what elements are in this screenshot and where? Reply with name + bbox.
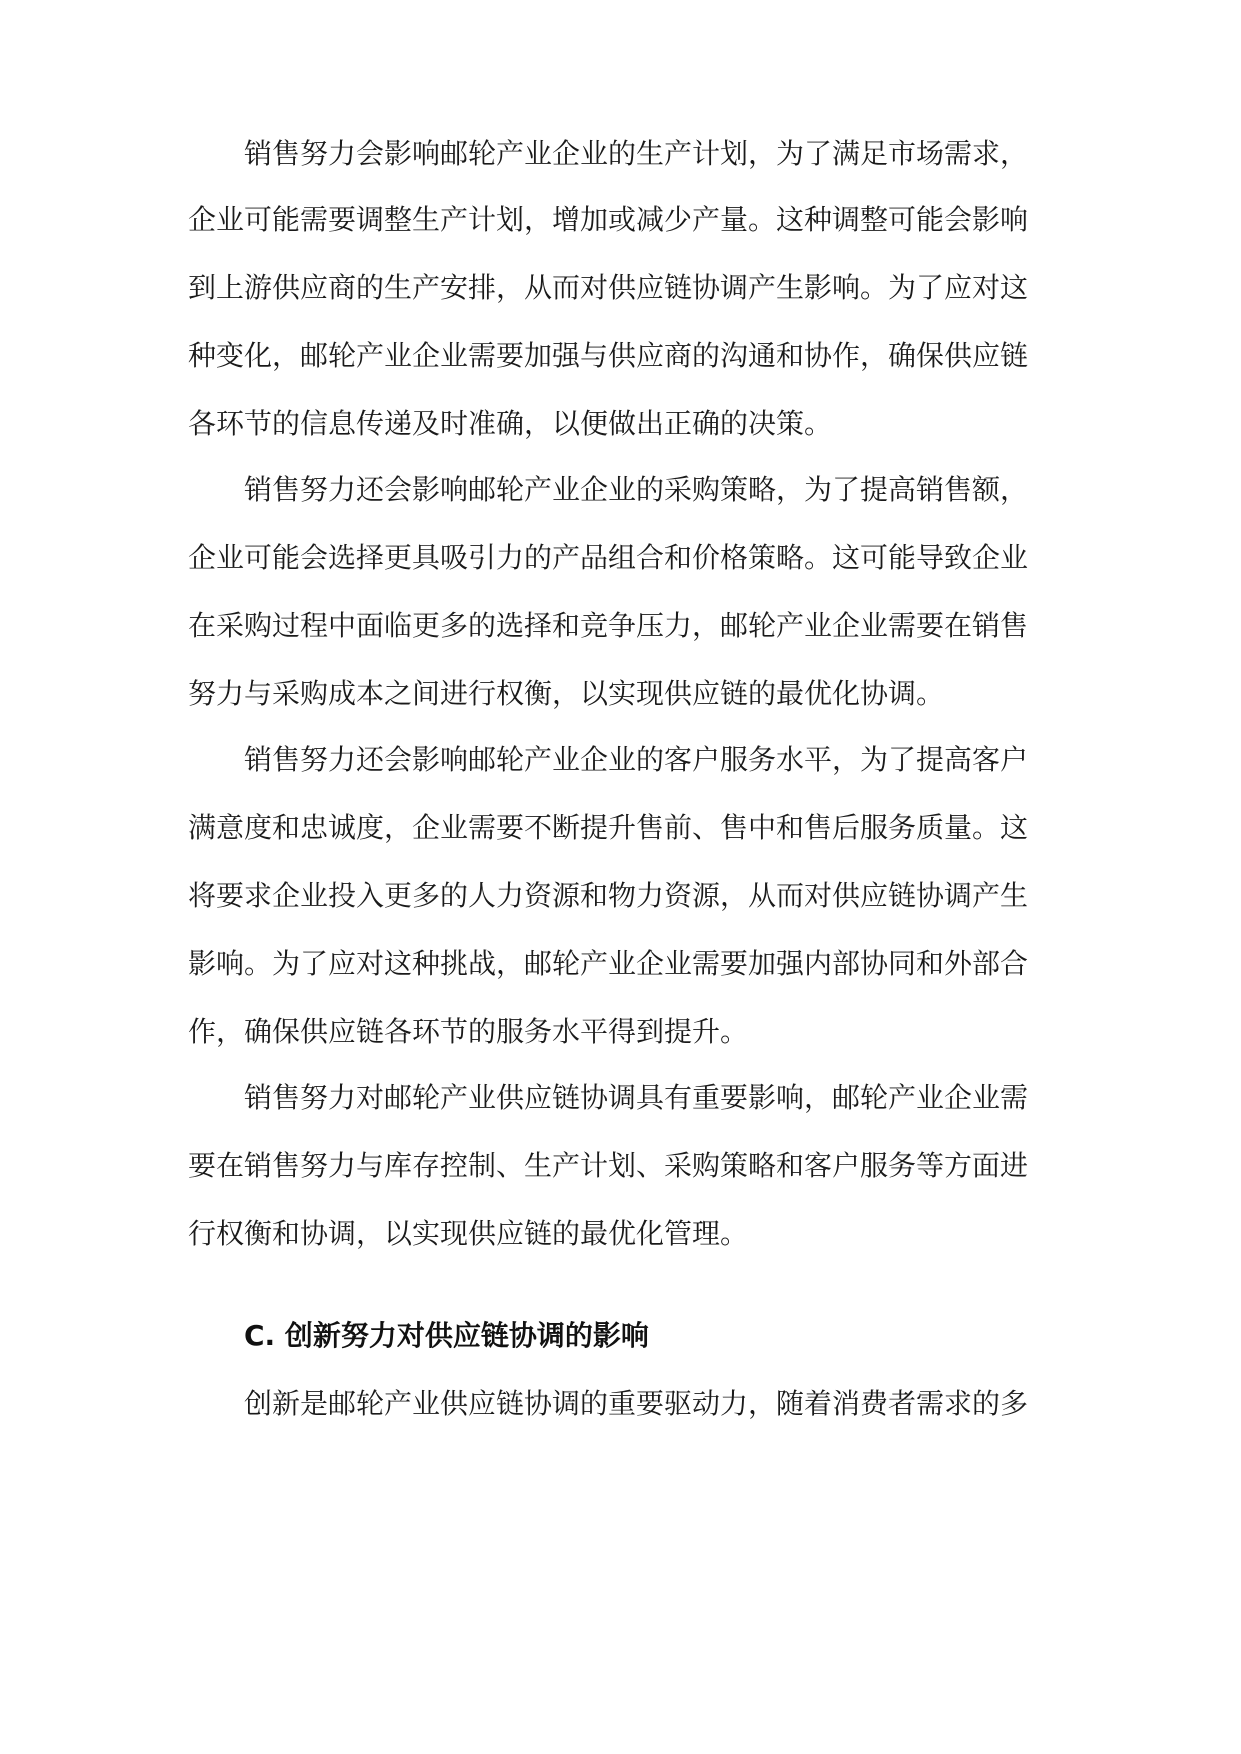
paragraph-line: 作，确保供应链各环节的服务水平得到提升。: [188, 1015, 749, 1048]
paragraph-line: 影响。为了应对这种挑战，邮轮产业企业需要加强内部协同和外部合: [188, 947, 1029, 980]
section-heading: C. 创新努力对供应链协调的影响: [244, 1319, 649, 1352]
paragraph-line: 努力与采购成本之间进行权衡，以实现供应链的最优化协调。: [188, 677, 945, 710]
paragraph-line: 种变化，邮轮产业企业需要加强与供应商的沟通和协作，确保供应链: [188, 339, 1029, 372]
paragraph-line: 在采购过程中面临更多的选择和竞争压力，邮轮产业企业需要在销售: [188, 609, 1029, 642]
paragraph-line: 销售努力会影响邮轮产业企业的生产计划，为了满足市场需求，: [244, 137, 1029, 170]
paragraph-line: 企业可能需要调整生产计划，增加或减少产量。这种调整可能会影响: [188, 203, 1029, 236]
paragraph-line: 销售努力对邮轮产业供应链协调具有重要影响，邮轮产业企业需: [244, 1081, 1029, 1114]
paragraph-line: 销售努力还会影响邮轮产业企业的采购策略，为了提高销售额，: [244, 473, 1029, 506]
paragraph-line: 企业可能会选择更具吸引力的产品组合和价格策略。这可能导致企业: [188, 541, 1029, 574]
paragraph-line: 将要求企业投入更多的人力资源和物力资源，从而对供应链协调产生: [188, 879, 1029, 912]
paragraph-line: 各环节的信息传递及时准确，以便做出正确的决策。: [188, 407, 833, 440]
paragraph-line: 创新是邮轮产业供应链协调的重要驱动力，随着消费者需求的多: [244, 1387, 1029, 1420]
paragraph-line: 销售努力还会影响邮轮产业企业的客户服务水平，为了提高客户: [244, 743, 1029, 776]
paragraph-line: 要在销售努力与库存控制、生产计划、采购策略和客户服务等方面进: [188, 1149, 1029, 1182]
paragraph-line: 到上游供应商的生产安排，从而对供应链协调产生影响。为了应对这: [188, 271, 1029, 304]
paragraph-line: 满意度和忠诚度，企业需要不断提升售前、售中和售后服务质量。这: [188, 811, 1029, 844]
paragraph-line: 行权衡和协调，以实现供应链的最优化管理。: [188, 1217, 749, 1250]
